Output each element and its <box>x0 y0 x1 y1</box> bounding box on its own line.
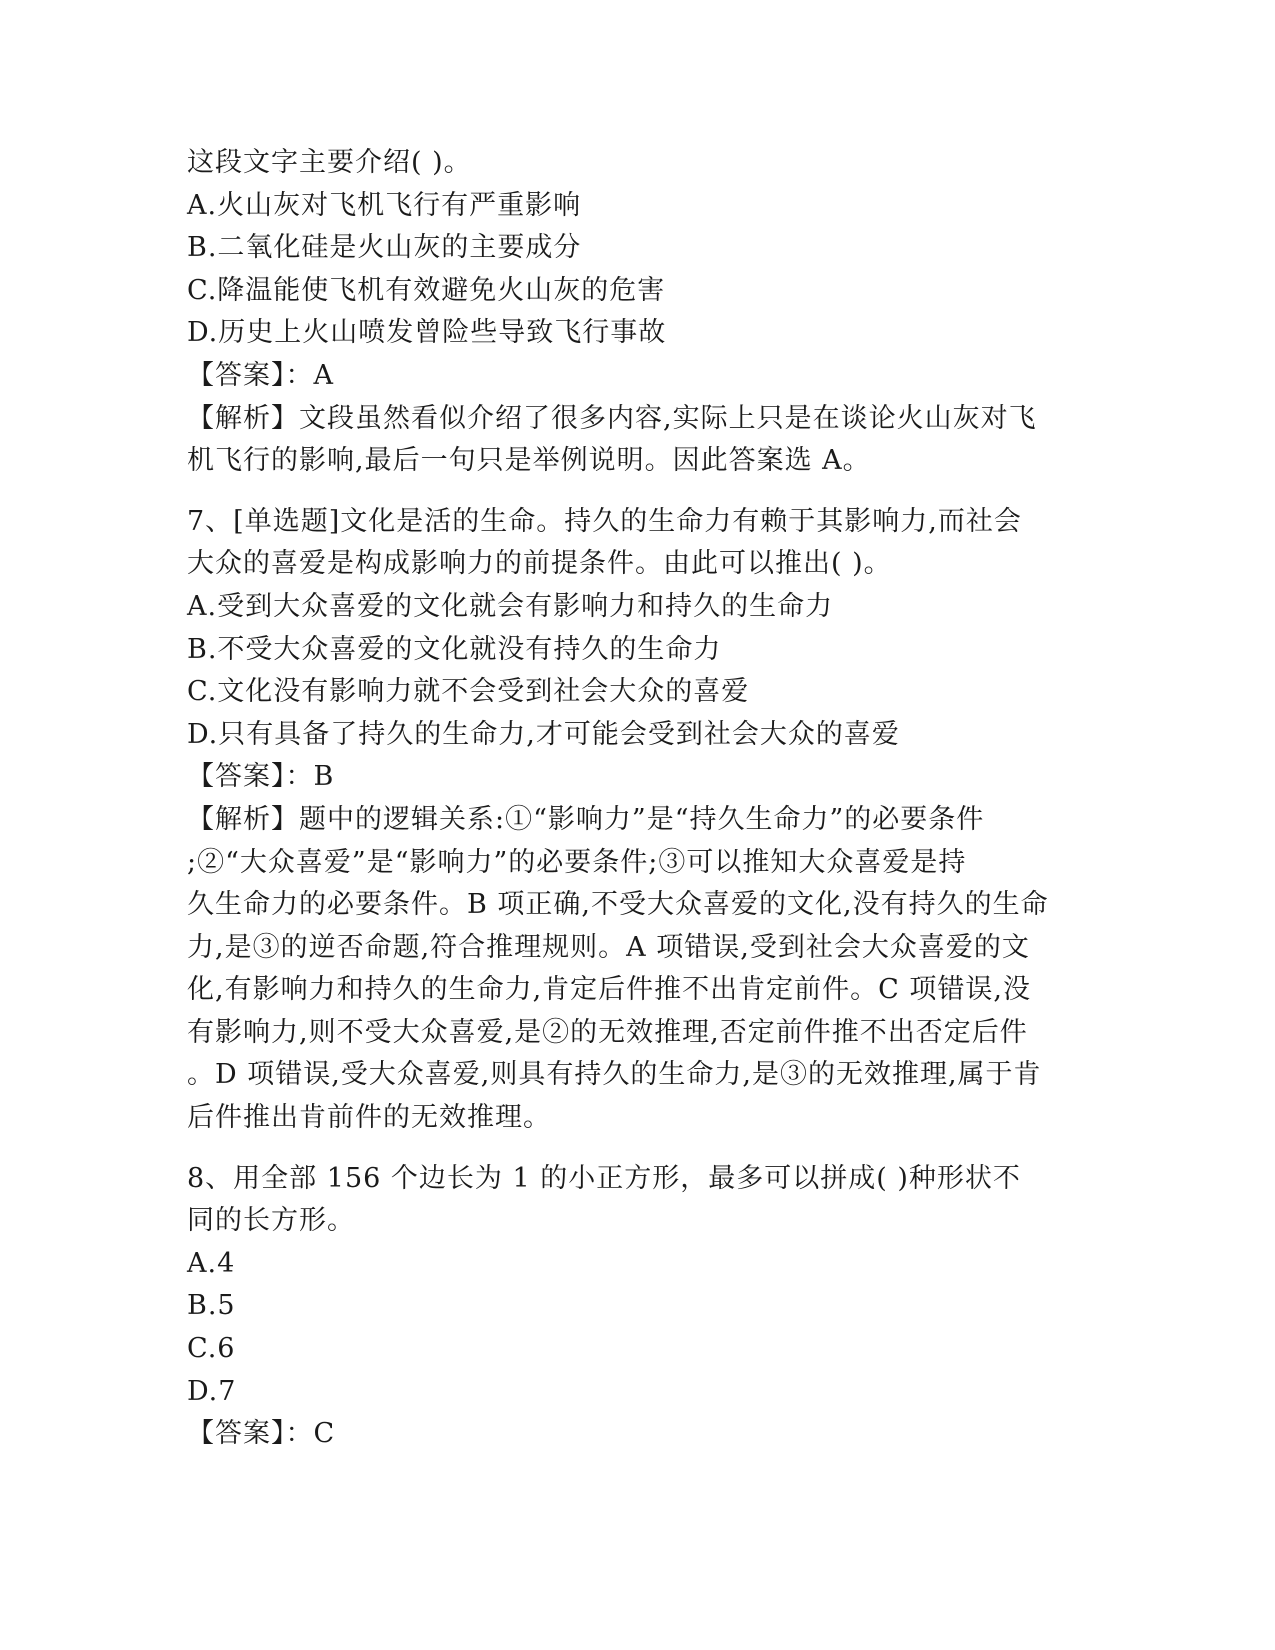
option-a: A.4 <box>187 1247 236 1279</box>
question-stem: 7、[单选题]文化是活的生命。持久的生命力有赖于其影响力,而社会 <box>187 505 1022 537</box>
analysis-line: 久生命力的必要条件。B 项正确,不受大众喜爱的文化,没有持久的生命 <box>187 889 1049 921</box>
analysis-line: 有影响力,则不受大众喜爱,是②的无效推理,否定前件推不出否定后件 <box>187 1016 1028 1048</box>
question-7 <box>187 501 1087 1140</box>
option-d: D.只有具备了持久的生命力,才可能会受到社会大众的喜爱 <box>187 718 900 750</box>
option-d: D.历史上火山喷发曾险些导致飞行事故 <box>187 317 667 349</box>
question-stem: 同的长方形。 <box>187 1205 355 1237</box>
option-b: B.5 <box>187 1290 236 1322</box>
analysis-line: 力,是③的逆否命题,符合推理规则。A 项错误,受到社会大众喜爱的文 <box>187 931 1030 963</box>
analysis-line: 机飞行的影响,最后一句只是举例说明。因此答案选 A。 <box>187 445 871 477</box>
analysis-line: 【解析】题中的逻辑关系:①“影响力”是“持久生命力”的必要条件 <box>187 803 985 835</box>
answer: 【答案】：A <box>187 359 334 391</box>
answer: 【答案】：B <box>187 761 335 793</box>
option-a: A.受到大众喜爱的文化就会有影响力和持久的生命力 <box>187 590 834 622</box>
analysis-line: ;②“大众喜爱”是“影响力”的必要条件;③可以推知大众喜爱是持 <box>187 846 967 878</box>
document-page <box>187 142 1087 1456</box>
question-6 <box>187 142 1087 483</box>
question-8 <box>187 1158 1087 1456</box>
option-c: C.文化没有影响力就不会受到社会大众的喜爱 <box>187 676 750 708</box>
option-a: A.火山灰对飞机飞行有严重影响 <box>187 189 582 221</box>
answer: 【答案】：C <box>187 1418 336 1450</box>
option-c: C.降温能使飞机有效避免火山灰的危害 <box>187 274 666 306</box>
analysis-line: 化,有影响力和持久的生命力,肯定后件推不出肯定前件。C 项错误,没 <box>187 974 1031 1006</box>
analysis-line: 【解析】文段虽然看似介绍了很多内容,实际上只是在谈论火山灰对飞 <box>187 402 1037 434</box>
spacer <box>187 483 1087 501</box>
analysis-line: 后件推出肯前件的无效推理。 <box>187 1102 551 1134</box>
option-c: C.6 <box>187 1333 236 1365</box>
question-stem: 这段文字主要介绍( )。 <box>187 147 472 178</box>
question-stem: 大众的喜爱是构成影响力的前提条件。由此可以推出( )。 <box>187 548 892 580</box>
option-b: B.不受大众喜爱的文化就没有持久的生命力 <box>187 633 722 665</box>
spacer <box>187 1140 1087 1158</box>
analysis-line: 。D 项错误,受大众喜爱,则具有持久的生命力,是③的无效推理,属于肯 <box>187 1059 1042 1091</box>
option-d: D.7 <box>187 1375 237 1407</box>
option-b: B.二氧化硅是火山灰的主要成分 <box>187 232 582 264</box>
question-stem: 8、用全部 156 个边长为 1 的小正方形，最多可以拼成( )种形状不 <box>187 1162 1021 1194</box>
